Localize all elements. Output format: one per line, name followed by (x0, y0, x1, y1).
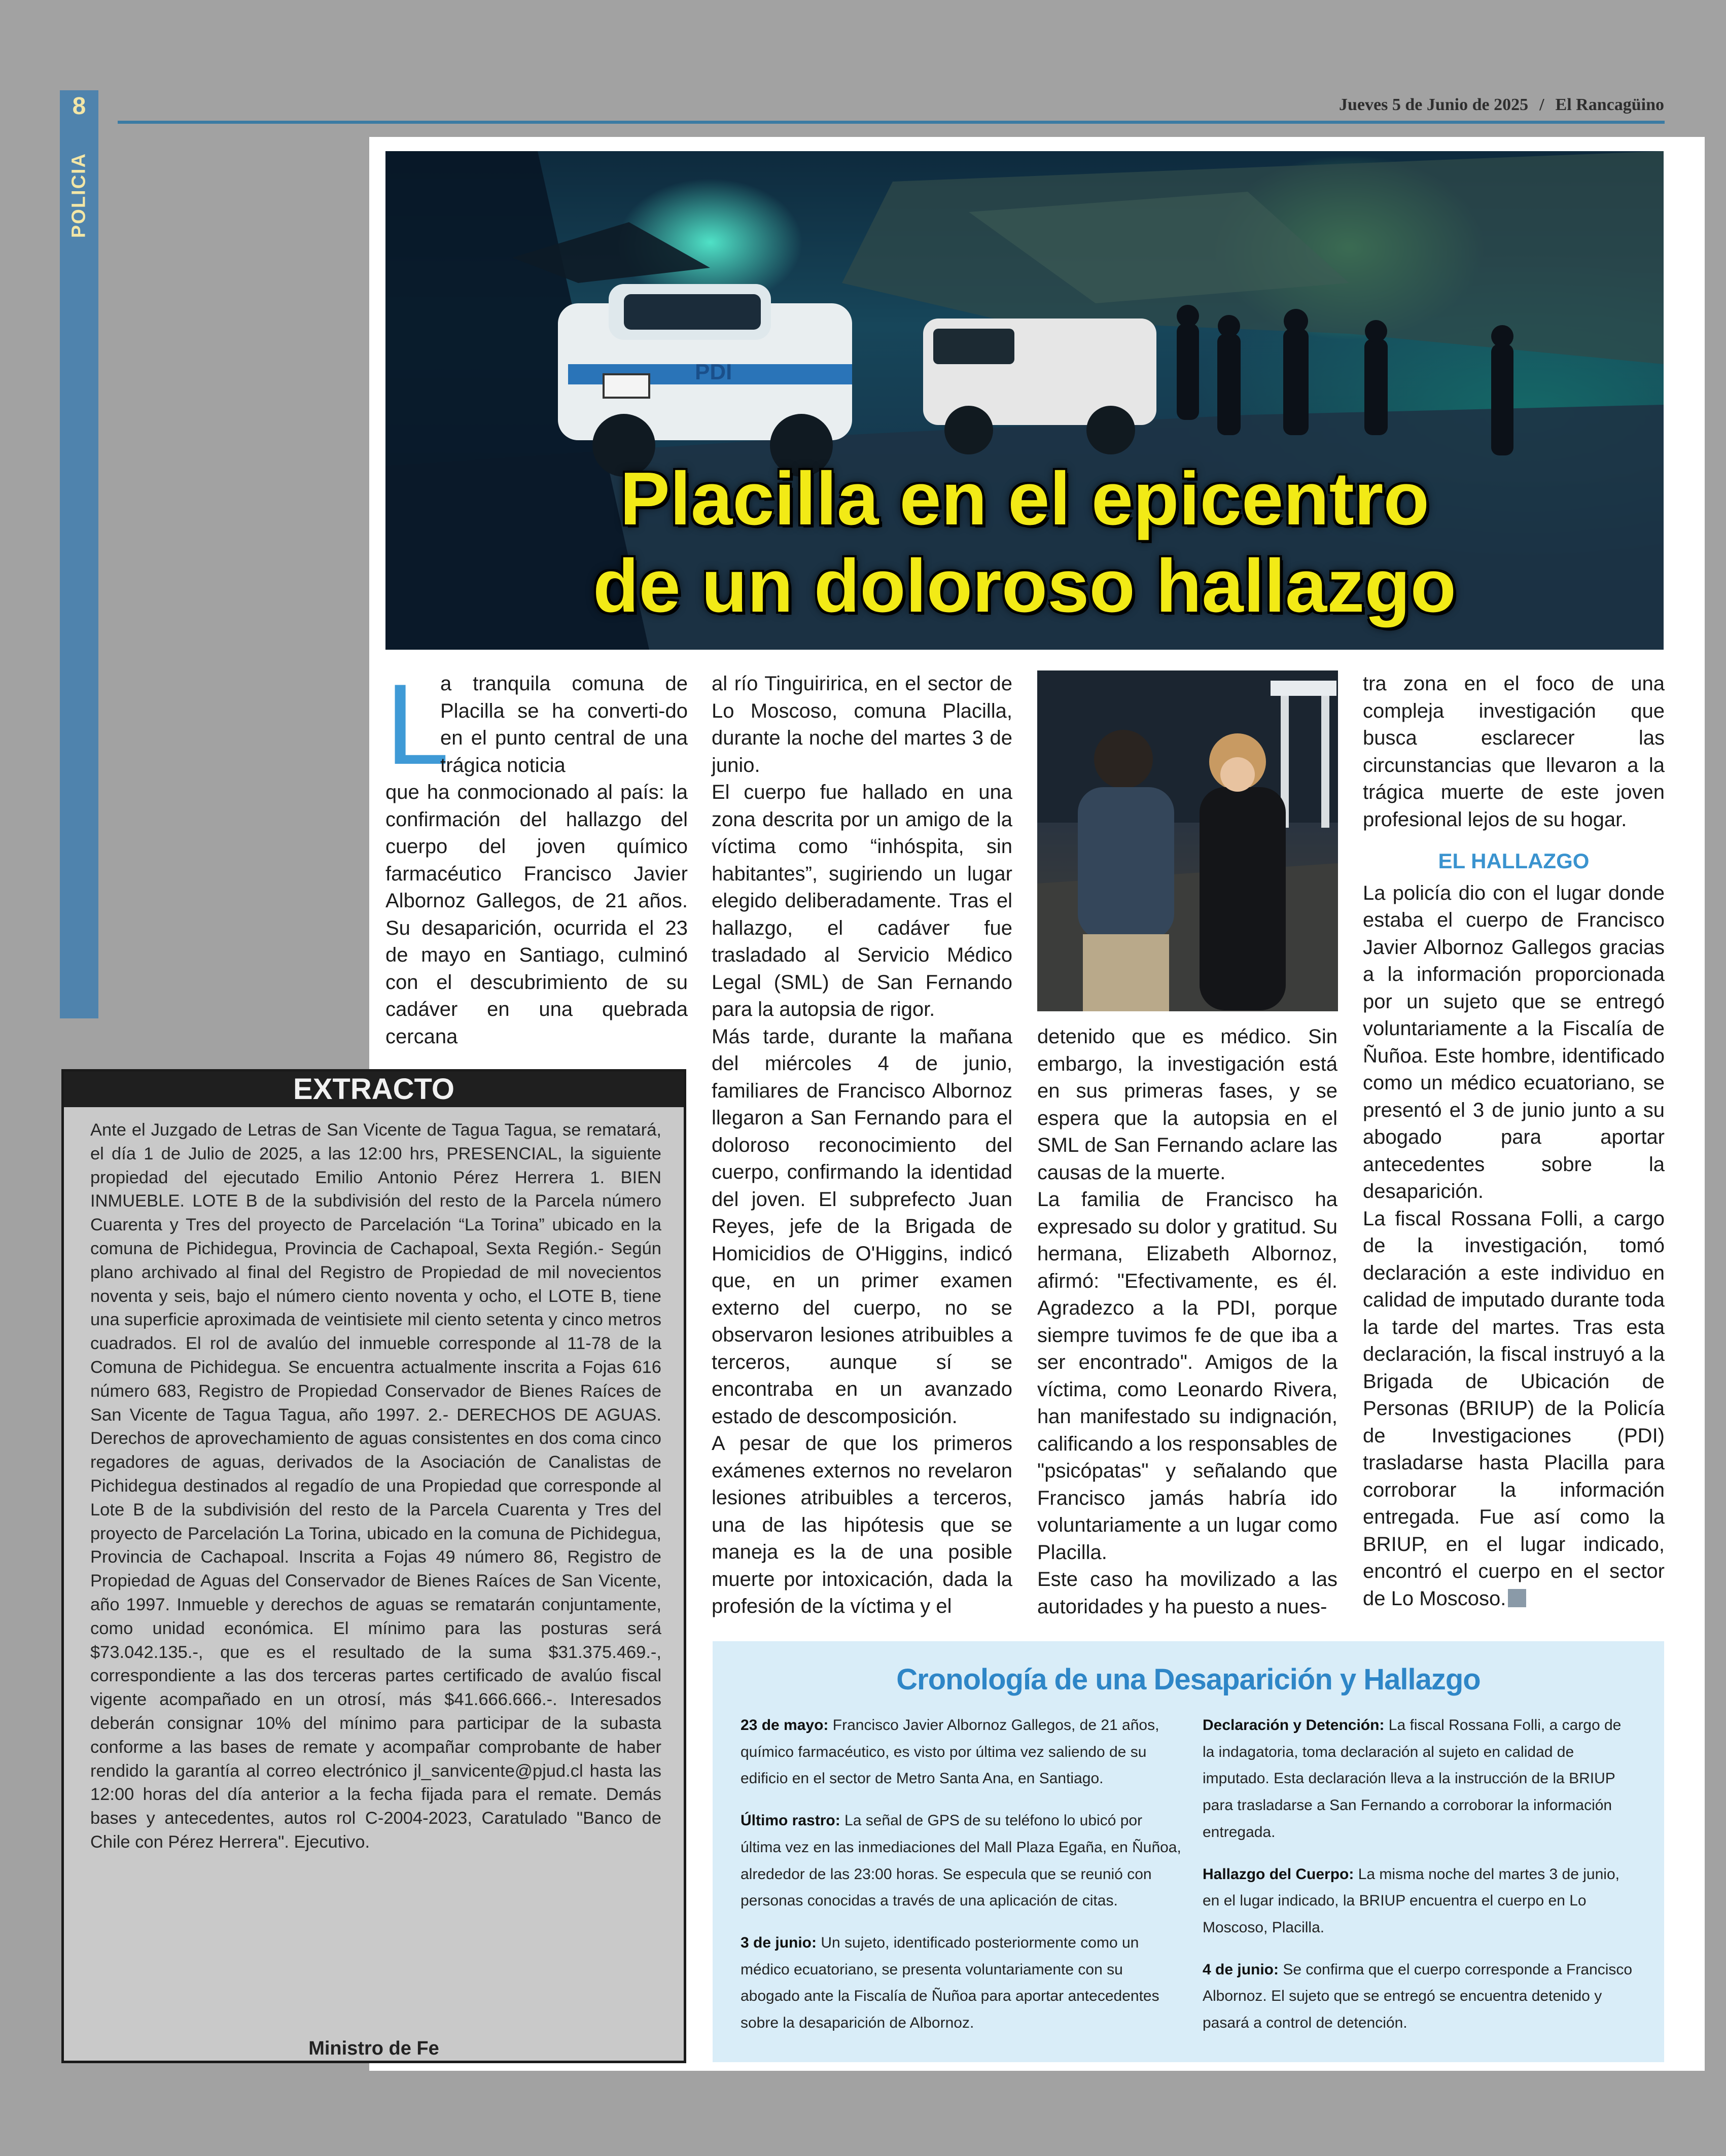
chronology-entry-label: 23 de mayo: (741, 1717, 829, 1734)
legal-notice-title: EXTRACTO (64, 1072, 684, 1107)
page-number: 8 (72, 93, 86, 120)
chronology-right-column (1203, 1712, 1636, 2052)
chronology-entry-label: 3 de junio: (741, 1934, 817, 1951)
section-label-text: POLICIA (68, 152, 90, 238)
chronology-entry (741, 1930, 1184, 2037)
chronology-entry-label: Declaración y Detención: (1203, 1717, 1385, 1734)
chronology-entry-text: Se confirma que el cuerpo corresponde a Francisco Albornoz. El sujeto que se entregó se encuentra detenido y pasará a control de detención. (1203, 1961, 1633, 2032)
headline (385, 455, 1664, 630)
drop-cap: L (385, 660, 449, 788)
article-paragraph: El cuerpo fue hallado en una zona descrita por un amigo de la víctima como “inhóspita, sin habitantes”, sugiriendo un lugar elegido deliberadamente. Tras el hallazgo, el cadáver fue trasladado al Servicio Médico Legal (SML) de San Fernando para la autopsia de rigor. (712, 781, 1012, 1020)
section-label (60, 147, 98, 243)
chronology-entry-text: La señal de GPS de su teléfono lo ubicó por última vez en las inmediaciones del Mall Plaza Egaña, en Ñuñoa, alrededor de las 23:00 horas. Se especula que se reunió con personas conocidas a través de una aplicación de citas. (741, 1812, 1181, 1910)
article-lead: que ha conmocionado al país: la confirmación del hallazgo del cuerpo del joven químico farmacéutico Francisco Javier Albornoz Gallegos, de 21 años. Su desaparición, ocurrida el 23 de mayo en Santiago, culminó con el descubrimiento de su cadáver en una quebrada cercana (385, 781, 688, 1048)
article-column-2 (712, 670, 1012, 1620)
article-paragraph-text: La fiscal Rossana Folli, a cargo de la investigación, tomó declaración a este individuo en calidad de imputado durante toda la tarde del martes. Tras esta declaración, la fiscal instruyó a la Brigada de Ubicación de Personas (BRIUP) de la Policía de Investigaciones (PDI) trasladarse hasta Placilla para corroborar la información entregada. Fue así como la BRIUP, en el lugar indicado, encontró el cuerpo en el sector de Lo Moscoso. (1363, 1207, 1665, 1610)
chronology-box (713, 1641, 1664, 2062)
article-paragraph: La policía dio con el lugar donde estaba el cuerpo de Francisco Javier Albornoz Gallegos gracias a la información proporcionada por un sujeto que se entregó voluntariamente a la Fiscalía de Ñuñoa. Este hombre, identificado como un médico ecuatoriano, se presentó el 3 de junio junto a su abogado para aportar antecedentes sobre la desaparición. (1363, 881, 1665, 1203)
chronology-entry (741, 1808, 1184, 1915)
article-column-3 (1037, 1023, 1337, 1620)
chronology-title: Cronología de una Desaparición y Hallazgo (896, 1663, 1481, 1696)
issue-date: Jueves 5 de Junio de 2025 (1339, 95, 1529, 114)
header-separator: / (1539, 95, 1544, 114)
chronology-entry (1203, 1957, 1636, 2037)
article-paragraph: Este caso ha movilizado a las autoridades y ha puesto a nues- (1037, 1568, 1337, 1618)
headline-line-1: Placilla en el epicentro (620, 457, 1429, 541)
subhead-el-hallazgo: EL HALLAZGO (1438, 849, 1590, 873)
chronology-entry (741, 1712, 1184, 1792)
headline-line-2: de un doloroso hallazgo (593, 544, 1456, 628)
article-paragraph: al río Tinguiririca, en el sector de Lo Moscoso, comuna Placilla, durante la noche del martes 3 de junio. (712, 673, 1012, 776)
legal-notice-signature: Ministro de Fe (308, 2038, 439, 2059)
article-paragraph (1363, 1206, 1665, 1613)
interview-scene (1037, 670, 1338, 1011)
article-paragraph: detenido que es médico. Sin embargo, la investigación está en sus primeras fases, y se espera que la autopsia en el SML de San Fernando aclare las causas de la muerte. (1037, 1026, 1337, 1184)
chronology-entry-label: Último rastro: (741, 1812, 840, 1829)
chronology-entry-text: La misma noche del martes 3 de junio, en el lugar indicado, la BRIUP encuentra el cuerpo en Lo Moscoso, Placilla. (1203, 1865, 1619, 1936)
article-paragraph: Más tarde, durante la mañana del miércoles 4 de junio, familiares de Francisco Albornoz llegaron a San Fernando para el doloroso reconocimiento del cuerpo, confirmando la identidad del joven. El subprefecto Juan Reyes, jefe de la Brigada de Homicidios de O'Higgins, indicó que, en un primer examen externo del cuerpo, no se observaron lesiones atribuibles a terceros, aunque sí se encontraba en un avanzado estado de descomposición. (712, 1025, 1012, 1428)
chronology-entry-text: Francisco Javier Albornoz Gallegos, de 21 años, químico farmacéutico, es visto por última vez saliendo de su edificio en el sector de Metro Santa Ana, en Santiago. (741, 1717, 1159, 1787)
article-paragraph: La familia de Francisco ha expresado su dolor y gratitud. Su hermana, Elizabeth Albornoz, afirmó: "Efectivamente, es él. Agradezco a la PDI, porque siempre tuvimos fe de que iba a ser encontrado". Amigos de la víctima, como Leonardo Rivera, han manifestado su indignación, calificando a los responsables de "psicópatas" y señalando que Francisco jamás habría ido voluntariamente a un lugar como Placilla. (1037, 1188, 1337, 1564)
article-paragraph: A pesar de que los primeros exámenes externos no revelaron lesiones atribuibles a terceros, una de las hipótesis que se maneja es la de una posible muerte por intoxicación, dada la profesión de la víctima y el (712, 1432, 1012, 1617)
truck-label: PDI (695, 360, 732, 384)
chronology-entry-label: 4 de junio: (1203, 1961, 1279, 1978)
legal-notice-body: Ante el Juzgado de Letras de San Vicente de Tagua Tagua, se rematará, el día 1 de Julio de 2025, a las 12:00 hrs, PRESENCIAL, la siguiente propiedad del ejecutado Emilio Antonio Pérez Herrera 1. BIEN INMUEBLE. LOTE B de la subdivisión del resto de la Parcela número Cuarenta y Tres del proyecto de Parcelación “La Torina” ubicado en la comuna de Pichidegua, Provincia de Cachapoal, Sexta Región.- Según plano archivado al final del Registro de Propiedad de mil novecientos noventa y seis, bajo el número ciento noventa y ocho, el LOTE B, tiene una superficie aproximada de veintisiete mil ciento setenta y cinco metros cuadrados. El rol de avalúo del inmueble corresponde al 11-78 de la Comuna de Pichidegua. Se encuentra actualmente inscrita a Fojas 616 número 683, Registro de Propiedad Conservador de Bienes Raíces de San Vicente de Tagua Tagua, año 1997. 2.- DERECHOS DE AGUAS. Derechos de aprovechamiento de aguas consistentes en dos coma cinco regadores de aguas, derivados de la Asociación de Canalistas de Pichidegua destinados al regadío de una Propiedad que corresponde al Lote B de la subdivisión del resto de la Parcela Cuarenta y Tres del proyecto de Parcelación La Torina, ubicado en la comuna de Pichidegua, Provincia de Cachapoal. Inscrita a Fojas 49 número 86, Registro de Propiedad de Aguas del Conservador de Bienes Raíces de San Vicente, año 1997. Inmueble y derechos de aguas se rematarán conjuntamente, como unidad económica. El mínimo para las posturas será $73.042.135.-, que es el resultado de la suma $31.375.469.-, correspondiente a las dos terceras partes certificado de avalúo fiscal vigente acompañado en un otrosí, más $41.666.666.-. Interesados deberán consignar 10% del mínimo para participar de la subasta conforme a las bases de remate y acompañar comprobante de haber rendido la garantía al correo electrónico jl_sanvicente@pjud.cl hasta las 12:00 horas del día anterior a la fecha fijada para el remate. Demás bases y antecedentes, autos rol C-2004-2023, Caratulado "Banco de Chile con Pérez Herrera". Ejecutivo. (90, 1120, 661, 1852)
article-lead-indented: a tranquila comuna de Placilla se ha converti-do en el punto central de una trágica noticia (440, 673, 688, 776)
article-column-1 (385, 660, 688, 1050)
header-meta (1339, 95, 1664, 115)
end-mark-icon (1508, 1589, 1526, 1607)
chronology-entry (1203, 1712, 1636, 1846)
chronology-entry-text: La fiscal Rossana Folli, a cargo de la indagatoria, toma declaración al sujeto en calidad de imputado. Esta declaración lleva a la instrucción de la BRIUP para trasladarse a San Fernando a corroborar la información entregada. (1203, 1717, 1622, 1841)
publication-name: El Rancagüino (1555, 95, 1664, 114)
interview-photo (1037, 670, 1338, 1011)
chronology-entry (1203, 1861, 1636, 1941)
hero-photo (385, 151, 1664, 650)
chronology-left-column (741, 1712, 1184, 2052)
article-paragraph: tra zona en el foco de una compleja investigación que busca esclarecer las circunstancias que llevaron a la trágica muerte de este joven profesional lejos de su hogar. (1363, 673, 1665, 831)
chronology-entry-label: Hallazgo del Cuerpo: (1203, 1865, 1354, 1883)
article-column-4 (1363, 670, 1665, 1612)
header-rule (118, 121, 1665, 124)
chronology-entry-text: Un sujeto, identificado posteriormente como un médico ecuatoriano, se presenta voluntariamente con su abogado ante la Fiscalía de Ñuñoa para aportar antecedentes sobre la desaparición de Albornoz. (741, 1934, 1159, 2032)
legal-notice-box (61, 1069, 686, 2063)
